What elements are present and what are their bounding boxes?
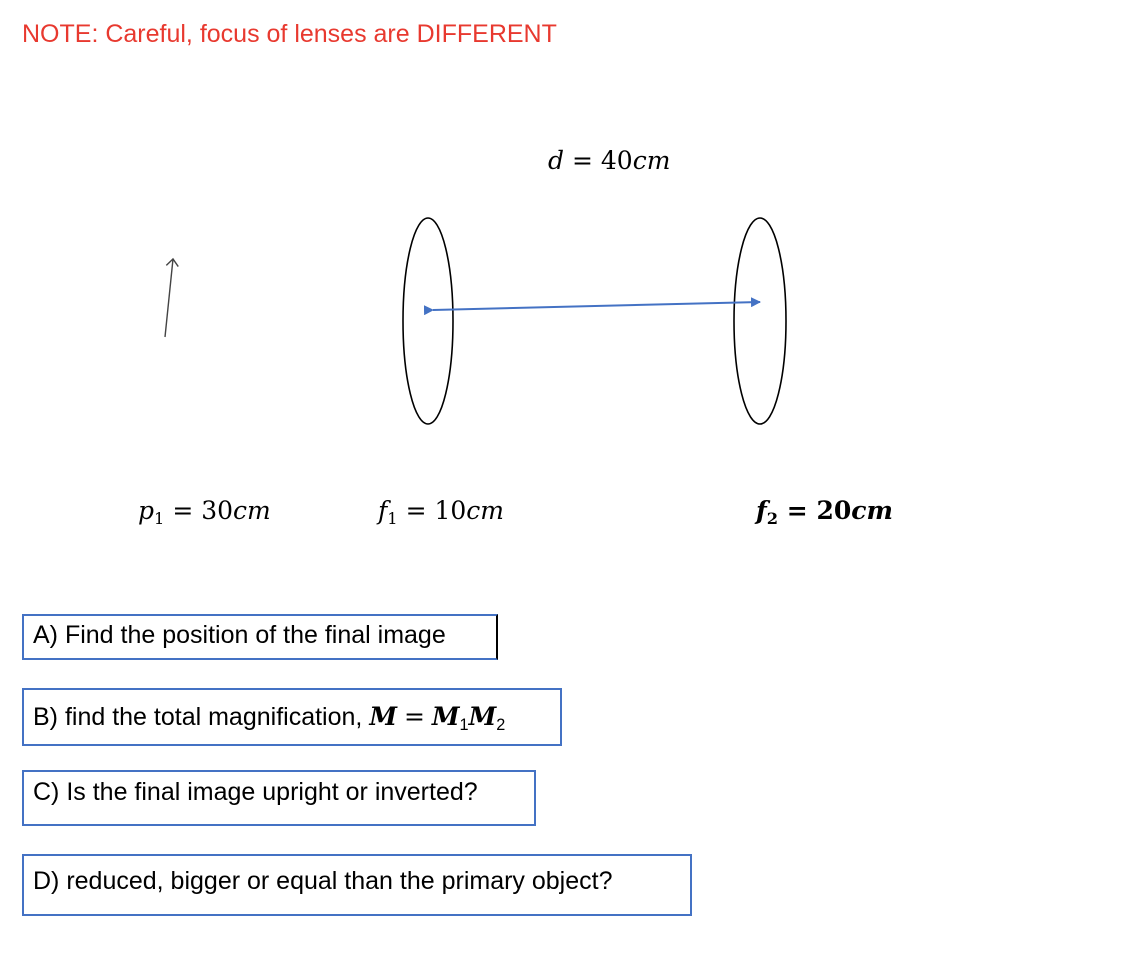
question-b-box xyxy=(22,688,562,746)
question-b-text: B) find the total magnification, xyxy=(33,703,363,731)
focal-2-var: f xyxy=(756,496,767,525)
focal-1-value: 10 xyxy=(434,496,467,525)
formula-m2: M xyxy=(468,702,497,731)
question-d-text: D) reduced, bigger or equal than the primary object? xyxy=(33,867,613,895)
formula-sub2: 2 xyxy=(496,715,506,734)
distance-arrow xyxy=(433,302,760,310)
focal-2-sub: 2 xyxy=(766,508,779,528)
lens-1 xyxy=(403,218,453,424)
question-d-box xyxy=(22,854,692,916)
lens-2 xyxy=(734,218,786,424)
question-c-text: C) Is the final image upright or inverted? xyxy=(33,778,478,806)
distance-unit: cm xyxy=(632,146,671,175)
focal-1-label xyxy=(378,496,504,528)
magnification-formula xyxy=(369,702,506,734)
formula-m1: M xyxy=(431,702,460,731)
equals-sign: = xyxy=(571,146,593,175)
equals-sign: = xyxy=(403,702,425,731)
focal-2-label xyxy=(756,496,893,528)
distance-value: 40 xyxy=(600,146,633,175)
question-a-text: A) Find the position of the final image xyxy=(33,621,446,649)
object-distance-var: p xyxy=(138,496,155,525)
focal-1-var: f xyxy=(378,496,388,525)
object-distance-sub: 1 xyxy=(154,508,165,528)
question-a-box xyxy=(22,614,498,660)
question-c-box xyxy=(22,770,536,826)
object-distance-unit: cm xyxy=(233,496,271,525)
focal-1-unit: cm xyxy=(466,496,504,525)
focal-1-sub: 1 xyxy=(387,508,398,528)
equals-sign: = xyxy=(172,496,194,525)
formula-sub1: 1 xyxy=(459,715,469,734)
formula-lhs: M xyxy=(369,702,397,731)
focal-2-unit: cm xyxy=(851,496,893,525)
object-distance-value: 30 xyxy=(201,496,234,525)
distance-label xyxy=(548,146,670,175)
distance-var: d xyxy=(548,146,565,175)
equals-sign: = xyxy=(786,496,808,525)
object-arrow xyxy=(165,259,173,337)
focal-2-value: 20 xyxy=(816,496,852,525)
object-distance-label xyxy=(138,496,271,528)
note-text: NOTE: Careful, focus of lenses are DIFFERENT xyxy=(22,20,557,48)
equals-sign: = xyxy=(405,496,427,525)
